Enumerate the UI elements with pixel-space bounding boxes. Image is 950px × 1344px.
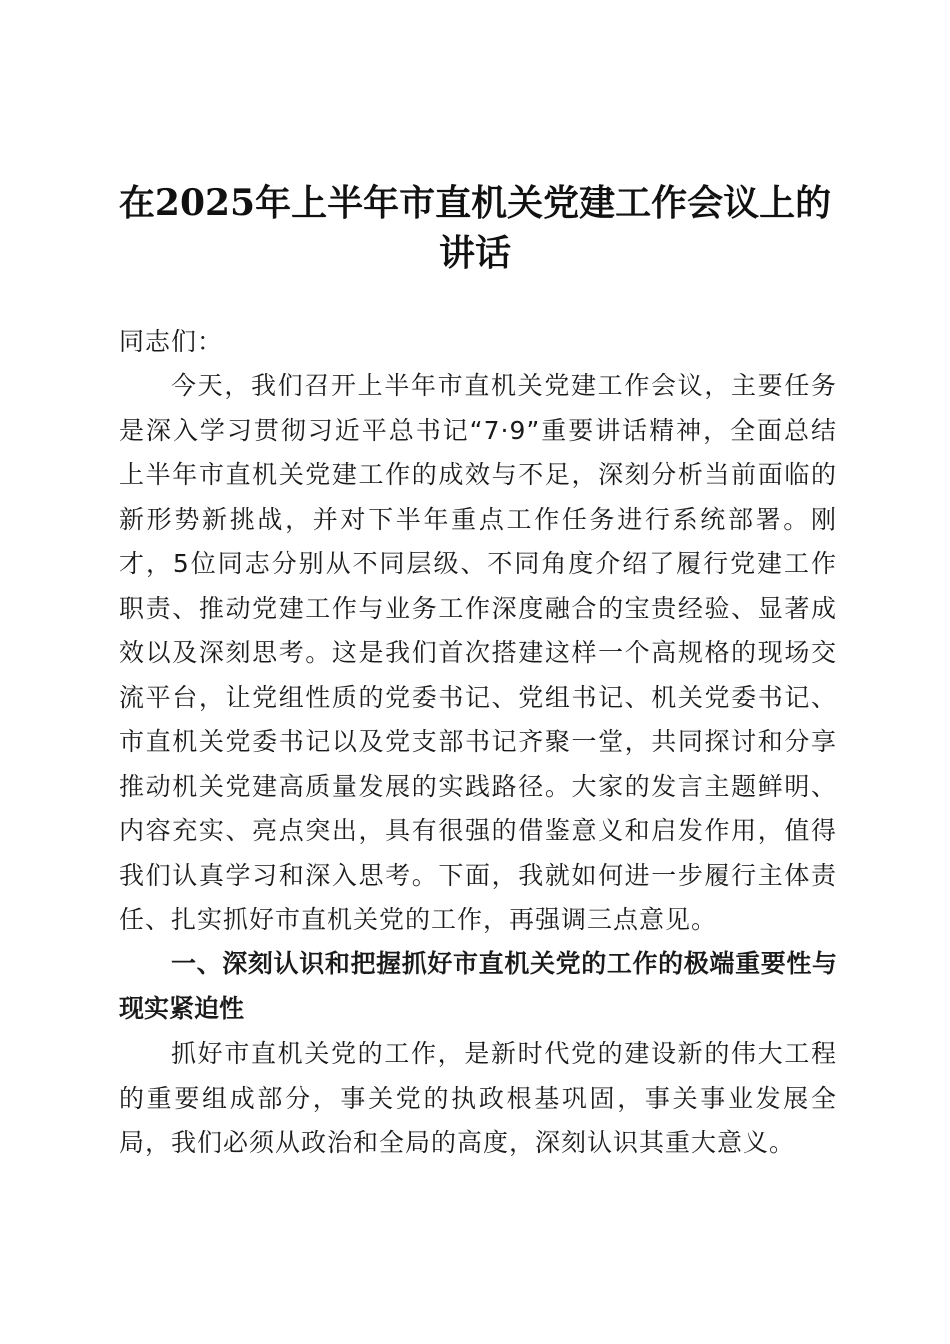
document-title: 在2025年上半年市直机关党建工作会议上的讲话 — [118, 182, 832, 274]
paragraph-section-one: 抓好市直机关党的工作，是新时代党的建设新的伟大工程的重要组成部分，事关党的执政根基巩固，事关事业发展全局，我们必须从政治和全局的高度，深刻认识其重大意义。 — [119, 1039, 837, 1157]
paragraph-intro: 今天，我们召开上半年市直机关党建工作会议，主要任务是深入学习贯彻习近平总书记“7·9”重要讲话精神，全面总结上半年市直机关党建工作的成效与不足，深刻分析当前面临的新形势新挑战，并对下半年重点工作任务进行系统部署。刚才，5位同志分别从不同层级、不同角度介绍了履行党建工作职责、推动党建工作与业务工作深度融合的宝贵经验、显著成效以及深刻思考。这是我们首次搭建这样一个高规格的现场交流平台，让党组性质的党委书记、党组书记、机关党委书记、市直机关党委书记以及党支部书记齐聚一堂，共同探讨和分享推动机关党建高质量发展的实践路径。大家的发言主题鲜明、内容充实、亮点突出，具有很强的借鉴意义和启发作用，值得我们认真学习和深入思考。下面，我就如何进一步履行主体责任、扎实抓好市直机关党的工作，再强调三点意见。 — [119, 371, 837, 934]
section-heading: 一、深刻认识和把握抓好市直机关党的工作的极端重要性与现实紧迫性 — [119, 949, 837, 1023]
salutation: 同志们： — [119, 327, 224, 356]
